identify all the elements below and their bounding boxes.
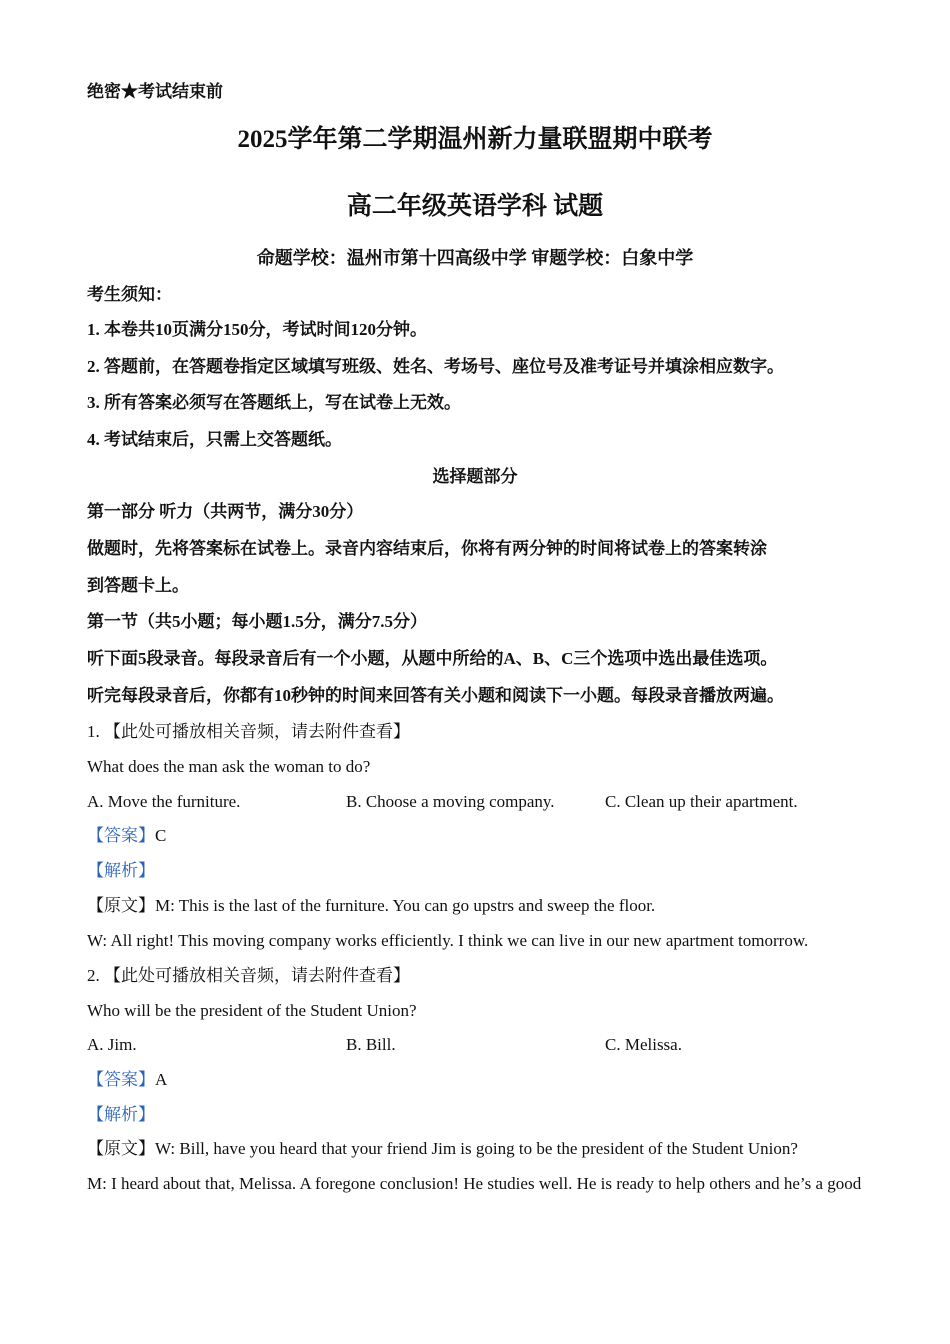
original-text: M: I heard about that, Melissa. A foregone conclusion! He studies well. He is ready to help others and he’s a good bbox=[87, 1174, 862, 1193]
notice-heading: 考生须知： bbox=[87, 285, 172, 304]
notice-item: 4. 考试结束后，只需上交答题纸。 bbox=[87, 430, 342, 449]
part1-instruction: 到答题卡上。 bbox=[87, 576, 189, 595]
answer-tag: 【答案】 bbox=[87, 826, 155, 845]
option-a: A. Move the furniture. bbox=[87, 792, 241, 811]
question-audio-note: 2. 【此处可播放相关音频，请去附件查看】 bbox=[87, 966, 410, 985]
option-a: A. Jim. bbox=[87, 1035, 137, 1054]
answer-value: A bbox=[155, 1070, 168, 1089]
page-subtitle: 高二年级英语学科 试题 bbox=[346, 193, 604, 220]
sec1-instruction: 听完每段录音后，你都有10秒钟的时间来回答有关小题和阅读下一小题。每段录音播放两遍。 bbox=[87, 686, 784, 705]
original-line bbox=[87, 1138, 798, 1160]
analysis-tag: 【解析】 bbox=[87, 861, 155, 880]
notice-item: 3. 所有答案必须写在答题纸上，写在试卷上无效。 bbox=[87, 393, 461, 412]
answer-line bbox=[87, 1069, 167, 1091]
answer-tag: 【答案】 bbox=[87, 1070, 155, 1089]
answer-value: C bbox=[155, 826, 167, 845]
notice-item: 2. 答题前，在答题卷指定区域填写班级、姓名、考场号、座位号及准考证号并填涂相应数字。 bbox=[87, 357, 784, 376]
option-b: B. Bill. bbox=[346, 1035, 396, 1054]
section-title: 选择题部分 bbox=[432, 467, 518, 486]
original-text: W: All right! This moving company works efficiently. I think we can live in our new apartment tomorrow. bbox=[87, 931, 809, 950]
original-tag: 【原文】 bbox=[87, 896, 155, 915]
question-stem: Who will be the president of the Student Union? bbox=[87, 1001, 417, 1020]
part1-instruction: 做题时，先将答案标在试卷上。录音内容结束后，你将有两分钟的时间将试卷上的答案转涂 bbox=[87, 539, 767, 558]
original-text: W: Bill, have you heard that your friend Jim is going to be the president of the Student Union? bbox=[155, 1139, 798, 1158]
answer-line bbox=[87, 825, 166, 847]
option-b: B. Choose a moving company. bbox=[346, 792, 555, 811]
page-title: 2025学年第二学期温州新力量联盟期中联考 bbox=[237, 126, 713, 153]
original-line bbox=[87, 895, 655, 917]
notice-item: 1. 本卷共10页满分150分，考试时间120分钟。 bbox=[87, 320, 427, 339]
original-tag: 【原文】 bbox=[87, 1139, 155, 1158]
analysis-tag: 【解析】 bbox=[87, 1105, 155, 1124]
option-c: C. Melissa. bbox=[605, 1035, 682, 1054]
schools-line: 命题学校：温州市第十四高级中学 审题学校：白象中学 bbox=[256, 248, 694, 268]
question-audio-note: 1. 【此处可播放相关音频，请去附件查看】 bbox=[87, 722, 410, 741]
option-c: C. Clean up their apartment. bbox=[605, 792, 798, 811]
question-stem: What does the man ask the woman to do? bbox=[87, 757, 371, 776]
sec1-instruction: 听下面5段录音。每段录音后有一个小题，从题中所给的A、B、C三个选项中选出最佳选项。 bbox=[87, 649, 778, 668]
original-text: M: This is the last of the furniture. You can go upstrs and sweep the floor. bbox=[155, 896, 656, 915]
sec1-title: 第一节（共5小题；每小题1.5分，满分7.5分） bbox=[87, 612, 427, 631]
part1-title: 第一部分 听力（共两节，满分30分） bbox=[87, 502, 364, 521]
secret-label: 绝密★考试结束前 bbox=[87, 82, 223, 101]
